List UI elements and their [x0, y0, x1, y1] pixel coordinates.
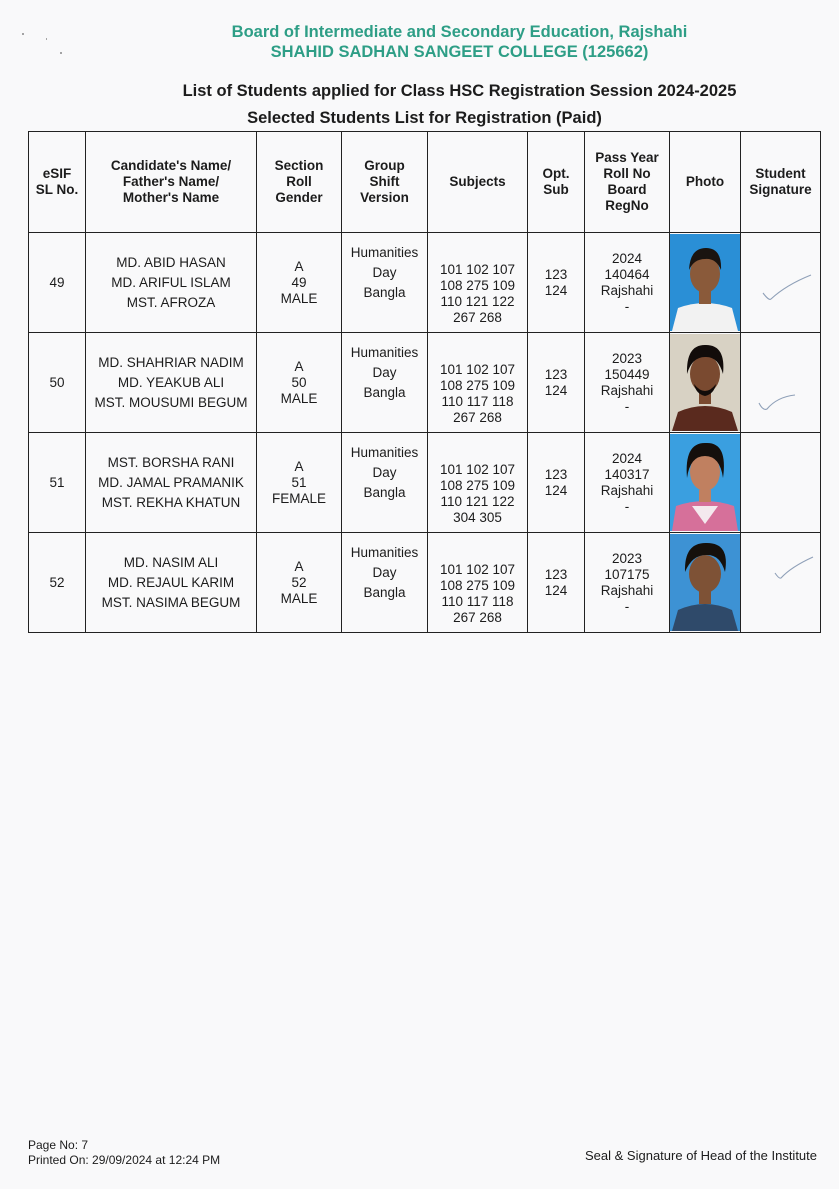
table-row	[29, 233, 821, 333]
opt-sub-cell: 123 124	[528, 333, 585, 433]
signature-cell	[741, 333, 821, 433]
section-cell: A 52 MALE	[257, 533, 342, 633]
signature-cell	[741, 533, 821, 633]
mother-name: MST. REKHA KHATUN	[101, 494, 241, 510]
section-cell: A 51 FEMALE	[257, 433, 342, 533]
col-section: Section Roll Gender	[257, 132, 342, 233]
col-group: Group Shift Version	[342, 132, 428, 233]
printed-on: Printed On: 29/09/2024 at 12:24 PM	[28, 1153, 221, 1167]
student-photo	[670, 434, 740, 531]
signature-check-mark	[741, 333, 821, 432]
col-signature: Student Signature	[741, 132, 821, 233]
candidate-name: MD. NASIM ALI	[123, 554, 219, 570]
student-photo	[670, 334, 740, 431]
list-title: List of Students applied for Class HSC Registration Session 2024-2025	[182, 82, 737, 100]
pass-cell: 2023 150449 Rajshahi -	[585, 333, 670, 433]
candidate-name: MD. ABID HASAN	[116, 254, 226, 270]
student-photo	[670, 534, 740, 631]
father-name: MD. ARIFUL ISLAM	[111, 274, 231, 290]
signature-cell	[741, 233, 821, 333]
table-header-row	[29, 132, 821, 233]
students-table	[28, 131, 821, 633]
name-cell	[86, 533, 257, 633]
subjects-cell: 101 102 107 108 275 109 110 121 122 267 268	[428, 233, 528, 333]
photo-cell	[670, 533, 741, 633]
mother-name: MST. NASIMA BEGUM	[101, 594, 241, 610]
group-cell: Humanities Day Bangla	[342, 233, 428, 333]
list-subtitle: Selected Students List for Registration (Paid)	[247, 109, 602, 127]
group-cell: Humanities Day Bangla	[342, 533, 428, 633]
photo-cell	[670, 333, 741, 433]
subjects-cell: 101 102 107 108 275 109 110 117 118 267 268	[428, 333, 528, 433]
col-subjects: Subjects	[428, 132, 528, 233]
name-cell	[86, 333, 257, 433]
college-name: SHAHID SADHAN SANGEET COLLEGE (125662)	[270, 43, 649, 61]
table-row	[29, 433, 821, 533]
col-photo: Photo	[670, 132, 741, 233]
candidate-name: MD. SHAHRIAR NADIM	[98, 354, 244, 370]
father-name: MD. YEAKUB ALI	[117, 374, 225, 390]
pass-cell: 2023 107175 Rajshahi -	[585, 533, 670, 633]
table-row	[29, 533, 821, 633]
father-name: MD. JAMAL PRAMANIK	[98, 474, 244, 490]
table-row	[29, 333, 821, 433]
col-opt-sub: Opt. Sub	[528, 132, 585, 233]
student-photo	[670, 234, 740, 331]
pass-cell: 2024 140317 Rajshahi -	[585, 433, 670, 533]
opt-sub-cell: 123 124	[528, 233, 585, 333]
photo-cell	[670, 233, 741, 333]
seal-signature-label: Seal & Signature of Head of the Institute	[585, 1148, 817, 1163]
father-name: MD. REJAUL KARIM	[107, 574, 235, 590]
scan-speck	[60, 52, 62, 54]
mother-name: MST. MOUSUMI BEGUM	[94, 394, 248, 410]
col-sl: eSIF SL No.	[29, 132, 86, 233]
col-name: Candidate's Name/ Father's Name/ Mother's Name	[86, 132, 257, 233]
opt-sub-cell: 123 124	[528, 433, 585, 533]
group-cell: Humanities Day Bangla	[342, 433, 428, 533]
name-cell	[86, 433, 257, 533]
signature-check-mark	[741, 533, 821, 632]
opt-sub-cell: 123 124	[528, 533, 585, 633]
section-cell: A 50 MALE	[257, 333, 342, 433]
mother-name: MST. AFROZA	[126, 294, 216, 310]
candidate-name: MST. BORSHA RANI	[107, 454, 235, 470]
page-number: Page No: 7	[28, 1138, 89, 1152]
signature-cell	[741, 433, 821, 533]
group-cell: Humanities Day Bangla	[342, 333, 428, 433]
scan-speck	[46, 38, 47, 40]
col-pass: Pass Year Roll No Board RegNo	[585, 132, 670, 233]
photo-cell	[670, 433, 741, 533]
name-cell	[86, 233, 257, 333]
section-cell: A 49 MALE	[257, 233, 342, 333]
sl-cell: 51	[29, 433, 86, 533]
sl-cell: 49	[29, 233, 86, 333]
pass-cell: 2024 140464 Rajshahi -	[585, 233, 670, 333]
subjects-cell: 101 102 107 108 275 109 110 117 118 267 268	[428, 533, 528, 633]
subjects-cell: 101 102 107 108 275 109 110 121 122 304 305	[428, 433, 528, 533]
signature-check-mark	[741, 233, 821, 332]
scan-speck	[22, 33, 24, 35]
page-footer	[28, 1138, 220, 1168]
board-title: Board of Intermediate and Secondary Education, Rajshahi	[231, 23, 688, 41]
sl-cell: 50	[29, 333, 86, 433]
sl-cell: 52	[29, 533, 86, 633]
